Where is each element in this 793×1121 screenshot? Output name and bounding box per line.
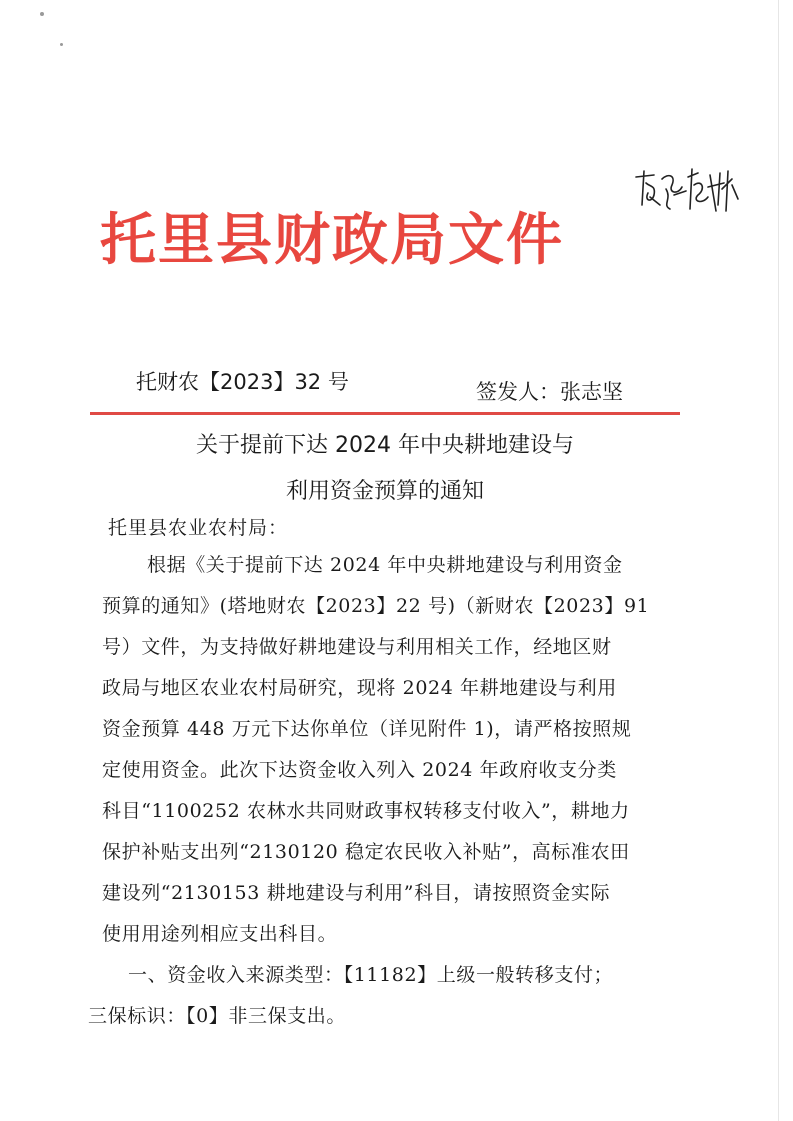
subject-title-line-1: 关于提前下达 2024 年中央耕地建设与 [196,433,574,458]
body-paragraph-line: 定使用资金。此次下达资金收入列入 2024 年政府收支分类 [102,759,617,781]
body-paragraph-line: 预算的通知》(塔地财农【2023】22 号)（新财农【2023】91 [102,595,650,617]
subject-title-line-2: 利用资金预算的通知 [285,479,484,504]
body-paragraph-line: 科目“1100252 农林水共同财政事权转移支付收入”，耕地力 [102,800,630,822]
scan-edge-line [778,0,779,1121]
addressee: 托里县农业农村局： [108,517,289,539]
section-one-line: 一、资金收入来源类型：【11182】上级一般转移支付； [128,964,614,986]
section-one-line: 三保标识：【0】非三保支出。 [88,1005,346,1027]
signer-label: 签发人：张志坚 [476,380,623,404]
scan-speck [60,43,63,46]
body-paragraph-line: 政局与地区农业农村局研究，现将 2024 年耕地建设与利用 [102,677,617,699]
handwritten-signature [632,165,742,217]
body-paragraph-line: 根据《关于提前下达 2024 年中央耕地建设与利用资金 [147,554,623,576]
body-paragraph-line: 使用用途列相应支出科目。 [102,923,338,945]
scan-speck [40,12,44,16]
document-header-title: 托里县财政局文件 [100,207,564,273]
document-number: 托财农【2023】32 号 [136,370,349,394]
header-red-rule [90,412,680,415]
body-paragraph-line: 资金预算 448 万元下达你单位（详见附件 1)，请严格按照规 [102,718,632,740]
body-paragraph-line: 号）文件，为支持做好耕地建设与利用相关工作，经地区财 [102,636,612,658]
body-paragraph-line: 保护补贴支出列“2130120 稳定农民收入补贴”，高标准农田 [102,841,630,863]
body-paragraph-line: 建设列“2130153 耕地建设与利用”科目，请按照资金实际 [102,882,611,904]
